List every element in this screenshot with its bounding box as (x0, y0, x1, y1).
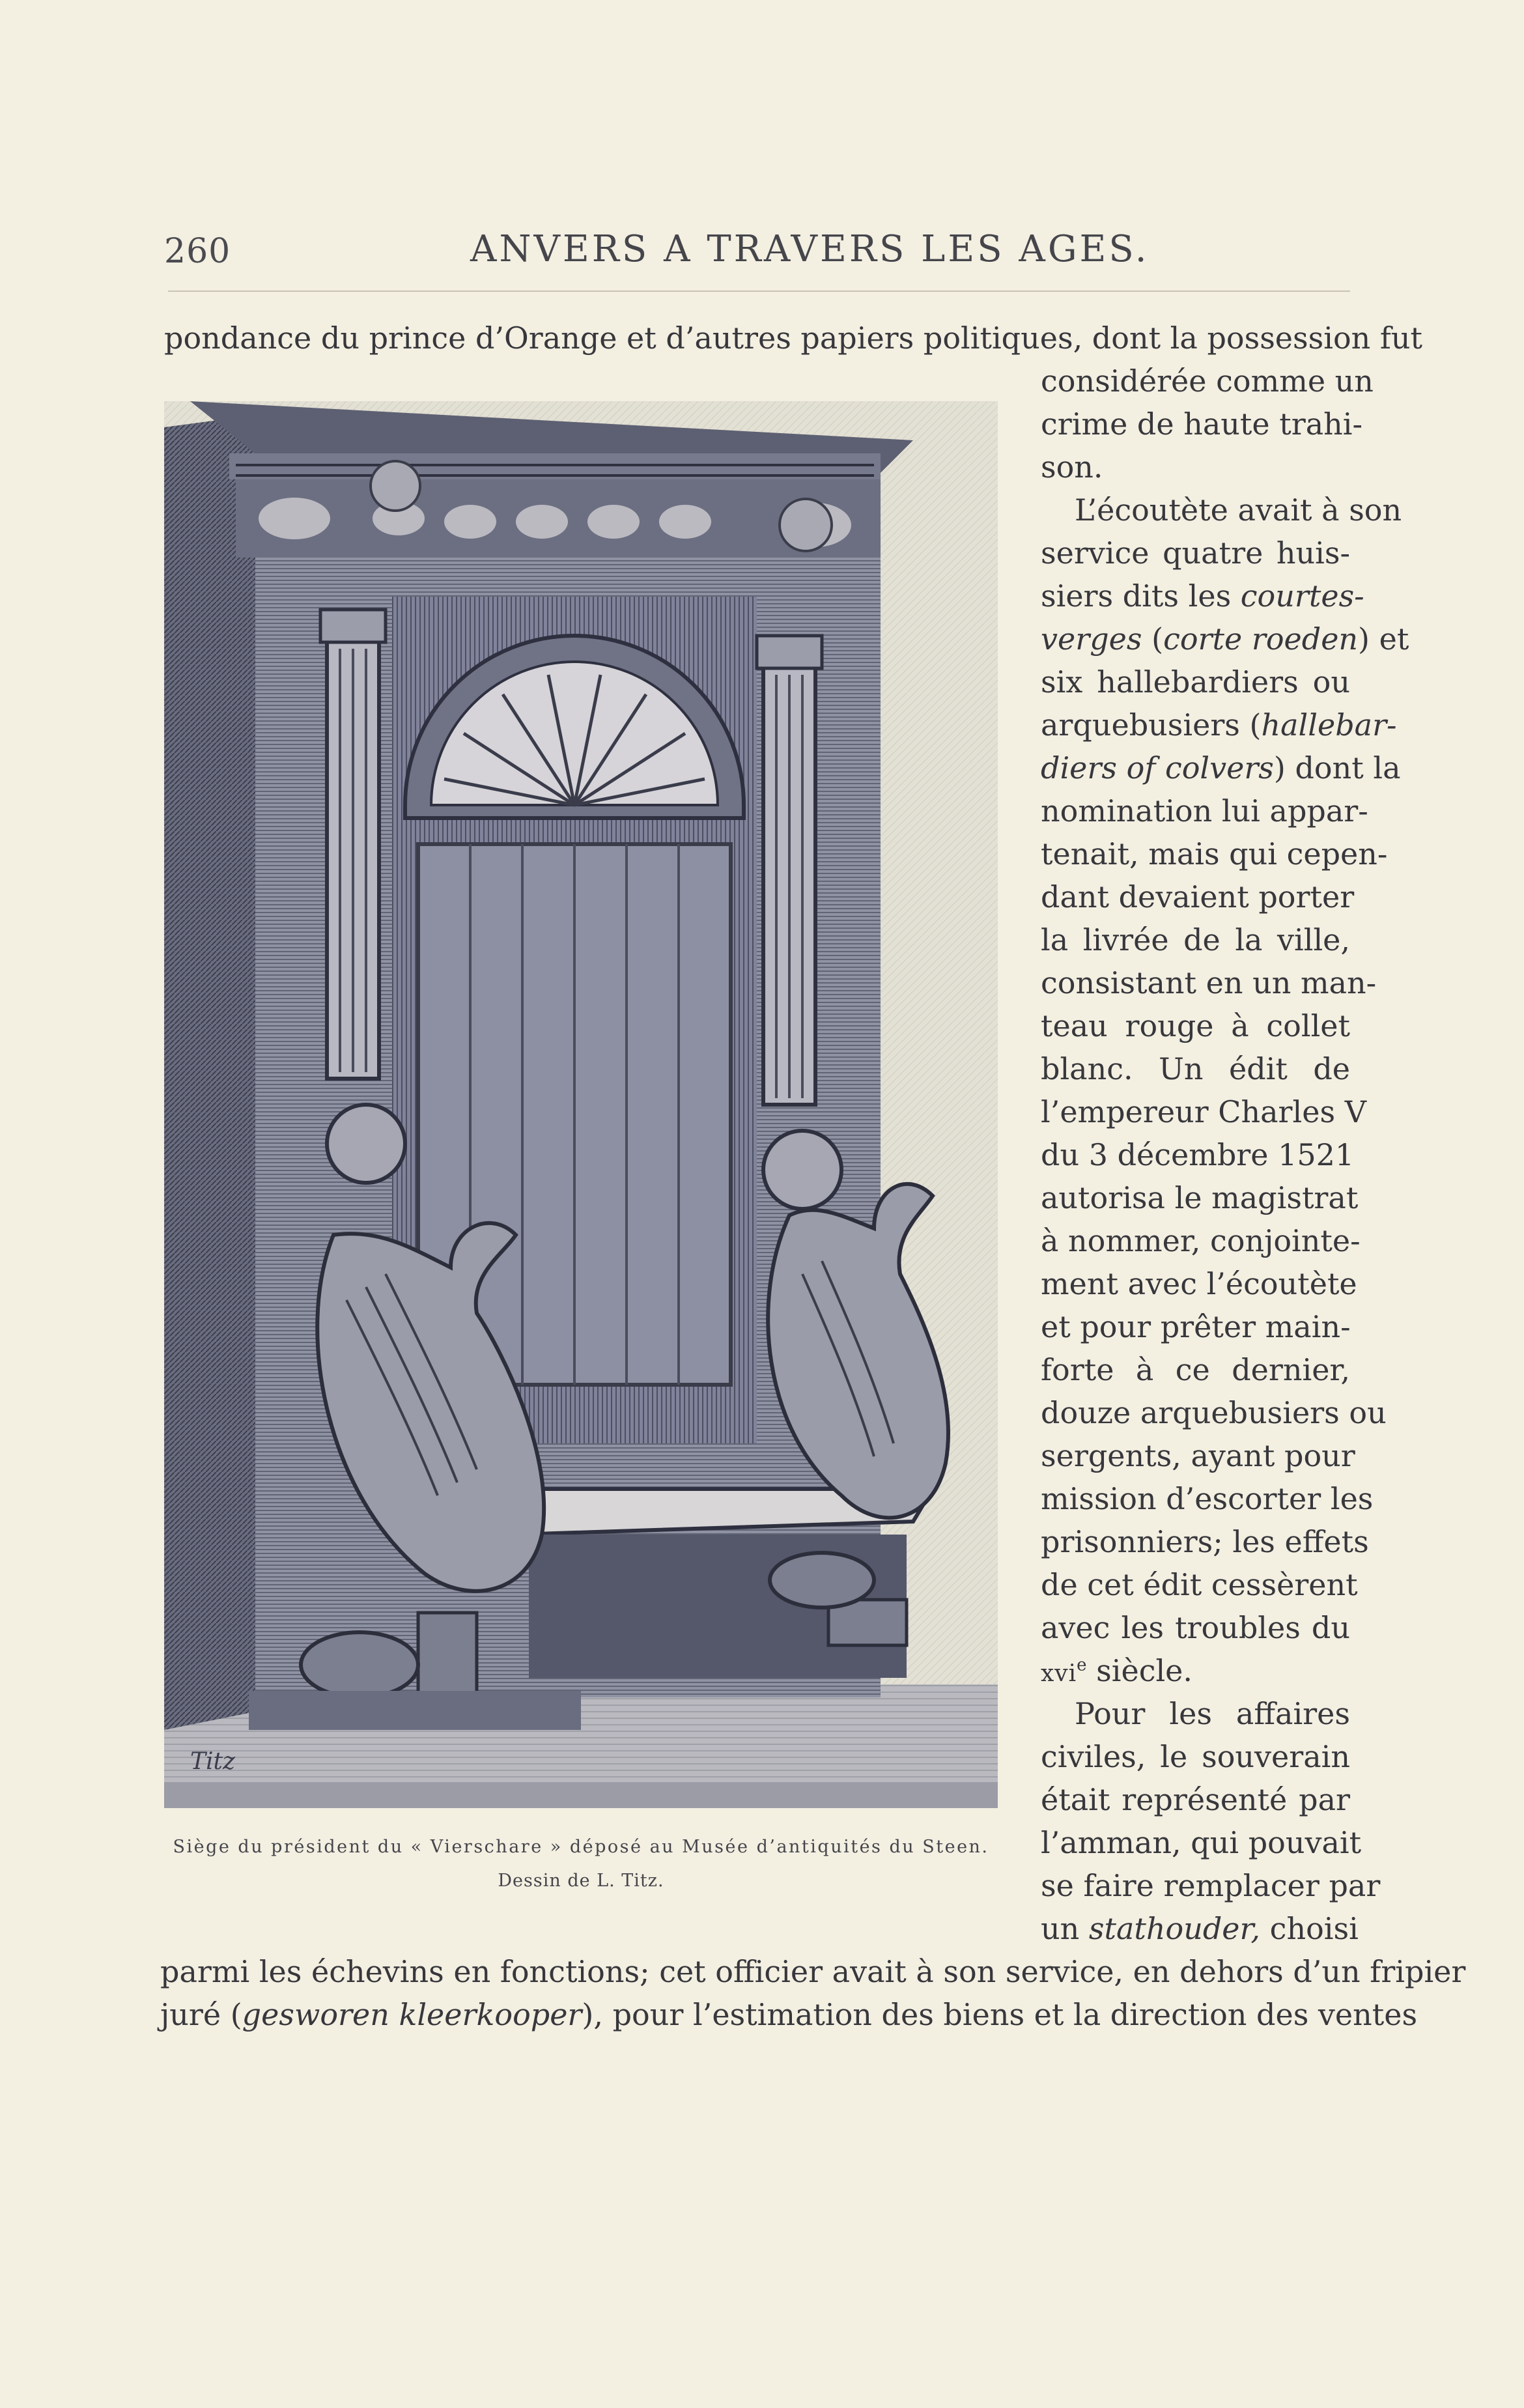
text-line: se faire remplacer par (1041, 1868, 1381, 1903)
text-line: verges (corte roeden) et (1041, 621, 1409, 657)
running-title: ANVERS A TRAVERS LES AGES. (470, 228, 1150, 270)
text-line: prisonniers; les effets (1041, 1524, 1369, 1559)
text-line: dant devaient porter (1041, 879, 1355, 914)
text-line: considérée comme un (1041, 363, 1374, 399)
text-line: arquebusiers (hallebar- (1041, 707, 1397, 743)
text-line: à nommer, conjointe- (1041, 1223, 1361, 1258)
text-line: l’amman, qui pouvait (1041, 1825, 1362, 1860)
header-rule (168, 290, 1350, 292)
engraver-signature: Titz (190, 1748, 235, 1775)
text-line: et pour prêter main- (1041, 1309, 1351, 1344)
carved-seat-engraving (164, 388, 998, 1808)
text-line: siers dits les courtes- (1041, 578, 1364, 614)
text-line: l’empereur Charles V (1041, 1094, 1366, 1129)
text-line: blanc. Un édit de (1041, 1051, 1350, 1086)
text-line: avec les troubles du (1041, 1610, 1350, 1645)
caption-title: Siège du président du « Vierschare » déposé au Musée d’antiquités du Steen. (173, 1837, 989, 1857)
caption-credit: Dessin de L. Titz. (498, 1871, 664, 1891)
text-line: consistant en un man- (1041, 965, 1377, 1000)
text-line: service quatre huis- (1041, 535, 1350, 571)
text-line: L’écoutète avait à son (1075, 492, 1402, 528)
text-line: autorisa le magistrat (1041, 1180, 1359, 1215)
text-line: Pour les affaires (1075, 1696, 1350, 1731)
text-line: sergents, ayant pour (1041, 1438, 1355, 1473)
text-line: la livrée de la ville, (1041, 922, 1350, 957)
text-line: ment avec l’écoutète (1041, 1266, 1357, 1301)
text-line: diers of colvers) dont la (1041, 750, 1401, 786)
text-line: tenait, mais qui cepen- (1041, 836, 1388, 871)
text-line: parmi les échevins en fonctions; cet officier avait à son service, en dehors d’un fripier (160, 1954, 1466, 1989)
text-line: pondance du prince d’Orange et d’autres papiers politiques, dont la possession fut (164, 320, 1423, 356)
text-line: teau rouge à collet (1041, 1008, 1350, 1043)
page-number: 260 (164, 232, 231, 271)
text-line: xvi$^e$ siècle. (1041, 1653, 1193, 1688)
figure-caption (164, 1833, 998, 1895)
text-line: de cet édit cessèrent (1041, 1567, 1358, 1602)
running-head (164, 219, 1349, 271)
text-line: six hallebardiers ou (1041, 664, 1350, 700)
text-line: juré (gesworen kleerkooper), pour l’estimation des biens et la direction des ventes (160, 1997, 1418, 2032)
text-line: civiles, le souverain (1041, 1739, 1350, 1774)
text-line: forte à ce dernier, (1041, 1352, 1350, 1387)
text-line: était représenté par (1041, 1782, 1350, 1817)
text-line: nomination lui appar- (1041, 793, 1368, 829)
text-line: mission d’escorter les (1041, 1481, 1374, 1516)
text-line: douze arquebusiers ou (1041, 1395, 1387, 1430)
text-line: son. (1041, 449, 1103, 485)
text-line: du 3 décembre 1521 (1041, 1137, 1355, 1172)
engraving-illustration (164, 388, 998, 1808)
text-line: crime de haute trahi- (1041, 406, 1363, 442)
text-line: un stathouder, choisi (1041, 1911, 1359, 1946)
